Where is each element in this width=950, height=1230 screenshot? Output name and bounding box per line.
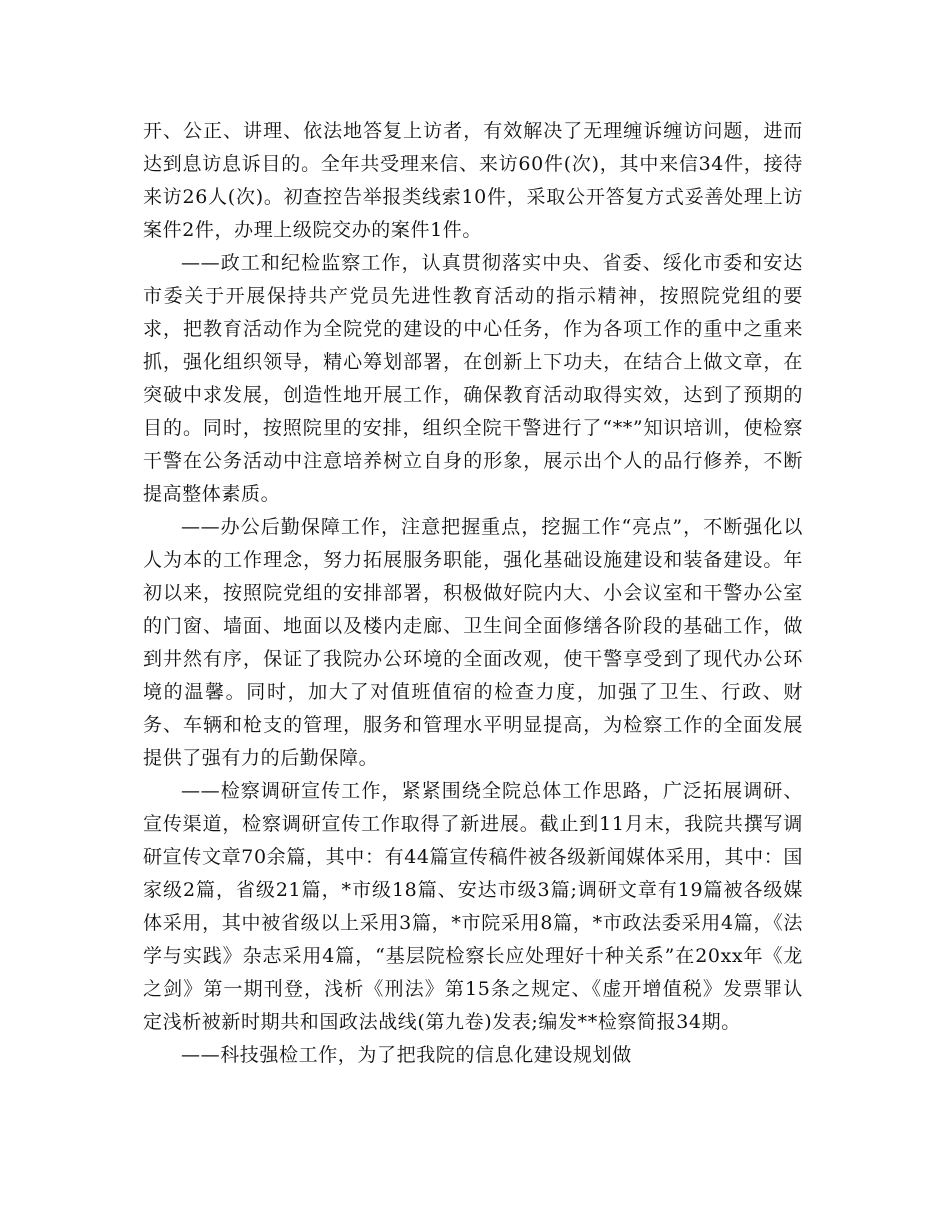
paragraph-research-publicity: ——检察调研宣传工作，紧紧围绕全院总体工作思路，广泛拓展调研、宣传渠道，检察调研宣传工作取得了新进展。截止到11月末，我院共撰写调研宣传文章70余篇，其中：有44篇宣传稿件被各级新闻媒体采用，其中：国家级2篇，省级21篇，*市级18篇、安达市级3篇;调研文章有19篇被各级媒体采用，其中被省级以上采用3篇，*市院采用8篇，*市政法委采用4篇，《法学与实践》杂志采用4篇，“基层院检察长应处理好十种关系”在20xx年《龙之剑》第一期刊登，浅析《刑法》第15条之规定、《虚开增值税》发票罪认定浅析被新时期共和国政法战线(第九卷)发表;编发**检察简报34期。 — [143, 780, 803, 1033]
paragraph-petition-handling: 开、公正、讲理、依法地答复上访者，有效解决了无理缠诉缠访问题，进而达到息访息诉目的。全年共受理来信、来访60件(次)，其中来信34件，接待来访26人(次)。初查控告举报类线索10件，采取公开答复方式妥善处理上访案件2件，办理上级院交办的案件1件。 — [143, 120, 803, 241]
paragraph-logistics: ——办公后勤保障工作，注意把握重点，挖掘工作“亮点”，不断强化以人为本的工作理念，努力拓展服务职能，强化基础设施建设和装备建设。年初以来，按照院党组的安排部署，积极做好院内大、小会议室和干警办公室的门窗、墙面、地面以及楼内走廊、卫生间全面修缮各阶段的基础工作，做到井然有序，保证了我院办公环境的全面改观，使干警享受到了现代办公环境的温馨。同时，加大了对值班值宿的检查力度，加强了卫生、行政、财务、车辆和枪支的管理，服务和管理水平明显提高，为检察工作的全面发展提供了强有力的后勤保障。 — [143, 516, 803, 769]
paragraph-technology: ——科技强检工作，为了把我院的信息化建设规划做 — [181, 1044, 632, 1066]
document-body — [143, 115, 803, 1072]
paragraph-political-discipline: ——政工和纪检监察工作，认真贯彻落实中央、省委、绥化市委和安达市委关于开展保持共产党员先进性教育活动的指示精神，按照院党组的要求，把教育活动作为全院党的建设的中心任务，作为各项工作的重中之重来抓，强化组织领导，精心筹划部署，在创新上下功夫，在结合上做文章，在突破中求发展，创造性地开展工作，确保教育活动取得实效，达到了预期的目的。同时，按照院里的安排，组织全院干警进行了“**”知识培训，使检察干警在公务活动中注意培养树立自身的形象，展示出个人的品行修养，不断提高整体素质。 — [143, 252, 803, 505]
